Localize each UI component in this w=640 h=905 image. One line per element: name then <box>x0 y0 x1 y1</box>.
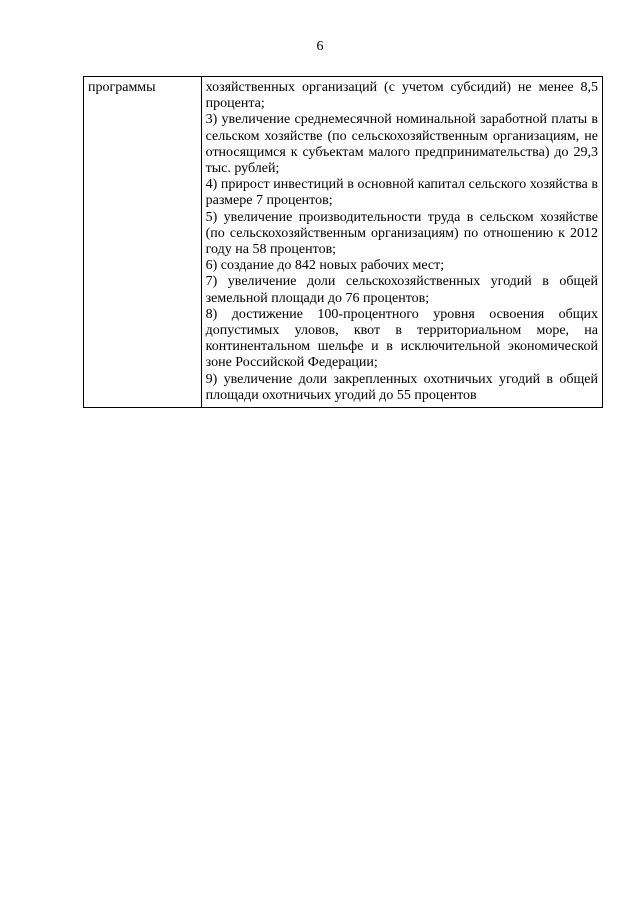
indicator-paragraph: 7) увеличение доли сельскохозяйственных угодий в общей земельной площади до 76 процентов; <box>205 274 598 306</box>
indicator-paragraph: 4) прирост инвестиций в основной капитал сельского хозяйства в размере 7 процентов; <box>205 177 598 209</box>
table-row <box>84 77 603 408</box>
indicators-cell <box>201 77 602 408</box>
indicator-paragraph: хозяйственных организаций (с учетом субсидий) не менее 8,5 процента; <box>205 80 598 112</box>
program-table <box>83 76 603 408</box>
indicator-paragraph: 6) создание до 842 новых рабочих мест; <box>205 258 445 274</box>
page-number: 6 <box>316 39 324 54</box>
indicator-paragraph: 9) увеличение доли закрепленных охотничьих угодий в общей площади охотничьих угодий до 55 процентов <box>205 371 598 403</box>
indicator-paragraph: 8) достижение 100-процентного уровня освоения общих допустимых уловов, квот в территориальном море, на континентальном шельфе и в исключительной экономической зоне Российской Федерации; <box>205 306 598 371</box>
indicator-paragraph: 5) увеличение производительности труда в сельском хозяйстве (по сельскохозяйственным организациям) по отношению к 2012 году на 58 процентов; <box>205 209 598 258</box>
section-label-cell: программы <box>84 77 202 408</box>
indicator-paragraph: 3) увеличение среднемесячной номинальной заработной платы в сельском хозяйстве (по сельскохозяйственным организациям, не относящимся к субъектам малого предпринимательства) до 29,3 тыс. рублей; <box>205 112 598 177</box>
